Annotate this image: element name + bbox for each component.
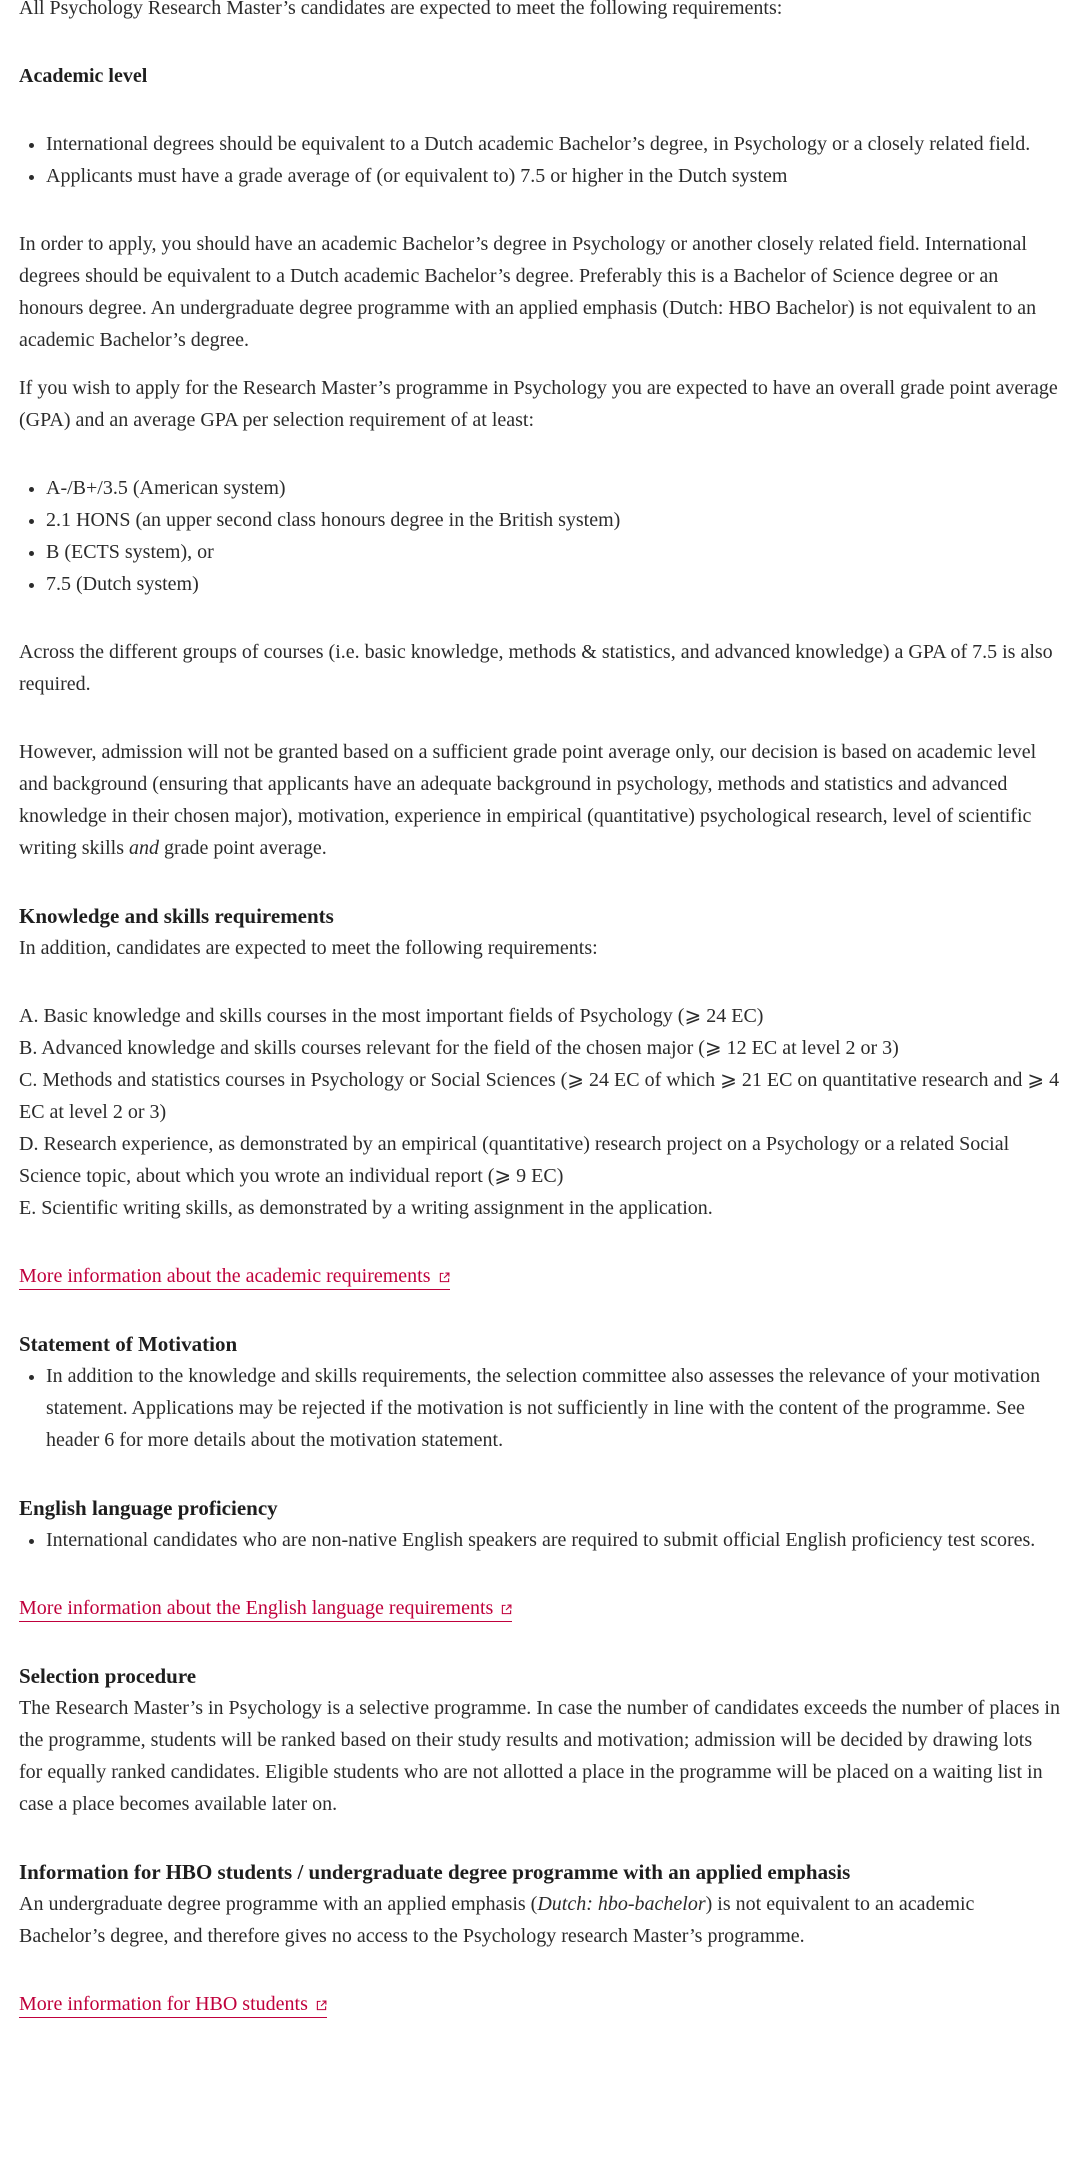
requirement-line: E. Scientific writing skills, as demonstrated by a writing assignment in the application. bbox=[19, 1197, 713, 1219]
list-item: • International degrees should be equivalent to a Dutch academic Bachelor’s degree, in Psychology or a closely related field. bbox=[46, 128, 1060, 160]
gpa-intro-paragraph: If you wish to apply for the Research Master’s programme in Psychology you are expected to have an overall grade point average (GPA) and an average GPA per selection requirement of at least: bbox=[19, 377, 1058, 431]
requirement-line: C. Methods and statistics courses in Psychology or Social Sciences (⩾ 24 EC of which ⩾ 21 EC on quantitative research and ⩾ 4 EC at level 2 or 3) bbox=[19, 1069, 1060, 1123]
hbo-info-emphasis: Dutch: hbo-bachelor bbox=[537, 1893, 706, 1915]
knowledge-intro-text: In addition, candidates are expected to meet the following requirements: bbox=[19, 937, 598, 959]
selection-procedure-paragraph: The Research Master’s in Psychology is a selective programme. In case the number of candidates exceeds the number of places in the programme, students will be ranked based on their study results and motivation; admission will be decided by drawing lots for equally ranked candidates. Eligible students who are not allotted a place in the programme will be placed on a waiting list in case a place becomes available later on. bbox=[19, 1697, 1060, 1815]
external-link-icon bbox=[316, 2000, 327, 2011]
english-requirements-link-label: More information about the English language requirements bbox=[19, 1597, 494, 1619]
requirement-line: D. Research experience, as demonstrated by an empirical (quantitative) research project on a Psychology or a related Social Science topic, about which you wrote an individual report (⩾ 9 EC) bbox=[19, 1133, 1010, 1187]
intro-text: All Psychology Research Master’s candidates are expected to meet the following requirements: bbox=[19, 0, 783, 19]
selection-procedure-heading: Selection procedure bbox=[19, 1664, 197, 1688]
requirement-line: B. Advanced knowledge and skills courses relevant for the field of the chosen major (⩾ 12 EC at level 2 or 3) bbox=[19, 1037, 899, 1059]
hbo-info-text-end: ) is not equivalent to an academic Bachelor’s degree, and therefore gives no access to the Psychology research Master’s programme. bbox=[19, 1893, 975, 1947]
gpa-list bbox=[19, 472, 1060, 600]
list-item: • Applicants must have a grade average of (or equivalent to) 7.5 or higher in the Dutch system bbox=[46, 160, 1060, 192]
motivation-heading: Statement of Motivation bbox=[19, 1332, 238, 1356]
admission-basis-paragraph bbox=[19, 736, 1060, 864]
admission-basis-text-end: grade point average. bbox=[159, 837, 327, 859]
list-item: • International candidates who are non-native English speakers are required to submit official English proficiency test scores. bbox=[46, 1524, 1060, 1556]
academic-requirements-link-label: More information about the academic requirements bbox=[19, 1265, 431, 1287]
course-groups-gpa-paragraph: Across the different groups of courses (i.e. basic knowledge, methods & statistics, and advanced knowledge) a GPA of 7.5 is also required. bbox=[19, 641, 1053, 695]
academic-level-list bbox=[19, 128, 1060, 192]
academic-level-heading: Academic level bbox=[19, 65, 148, 87]
english-proficiency-heading: English language proficiency bbox=[19, 1496, 278, 1520]
hbo-students-link[interactable] bbox=[19, 1993, 327, 2018]
list-item: • 7.5 (Dutch system) bbox=[46, 568, 1060, 600]
knowledge-requirements-list bbox=[19, 1000, 1060, 1224]
knowledge-skills-heading: Knowledge and skills requirements bbox=[19, 904, 334, 928]
list-item: • In addition to the knowledge and skills requirements, the selection committee also assesses the relevance of your motivation statement. Applications may be rejected if the motivation is not sufficiently in line with the content of the programme. See header 6 for more details about the motivation statement. bbox=[46, 1360, 1060, 1456]
admission-basis-emphasis: and bbox=[129, 837, 160, 859]
requirement-line: A. Basic knowledge and skills courses in the most important fields of Psychology (⩾ 24 EC) bbox=[19, 1005, 764, 1027]
english-requirements-link[interactable] bbox=[19, 1597, 512, 1622]
bachelor-requirement-paragraph: In order to apply, you should have an academic Bachelor’s degree in Psychology or another closely related field. International degrees should be equivalent to a Dutch academic Bachelor’s degree. Preferably this is a Bachelor of Science degree or an honours degree. An undergraduate degree programme with an applied emphasis (Dutch: HBO Bachelor) is not equivalent to an academic Bachelor’s degree. bbox=[19, 233, 1037, 351]
english-proficiency-list bbox=[19, 1524, 1060, 1556]
hbo-students-link-label: More information for HBO students bbox=[19, 1993, 308, 2015]
admission-basis-text: However, admission will not be granted based on a sufficient grade point average only, our decision is based on academic level and background (ensuring that applicants have an adequate background in psychology, methods and statistics and advanced knowledge in their chosen major), motivation, experience in empirical (quantitative) psychological research, level of scientific writing skills bbox=[19, 741, 1037, 859]
external-link-icon bbox=[501, 1604, 512, 1615]
list-item: • A-/B+/3.5 (American system) bbox=[46, 472, 1060, 504]
list-item: • 2.1 HONS (an upper second class honours degree in the British system) bbox=[46, 504, 1060, 536]
academic-requirements-link[interactable] bbox=[19, 1265, 450, 1290]
motivation-list bbox=[19, 1360, 1060, 1456]
hbo-info-text: An undergraduate degree programme with an applied emphasis ( bbox=[19, 1893, 538, 1915]
hbo-info-paragraph bbox=[19, 1888, 1060, 1952]
list-item: • B (ECTS system), or bbox=[46, 536, 1060, 568]
external-link-icon bbox=[439, 1272, 450, 1283]
hbo-info-heading: Information for HBO students / undergraduate degree programme with an applied emphasis bbox=[19, 1860, 851, 1884]
